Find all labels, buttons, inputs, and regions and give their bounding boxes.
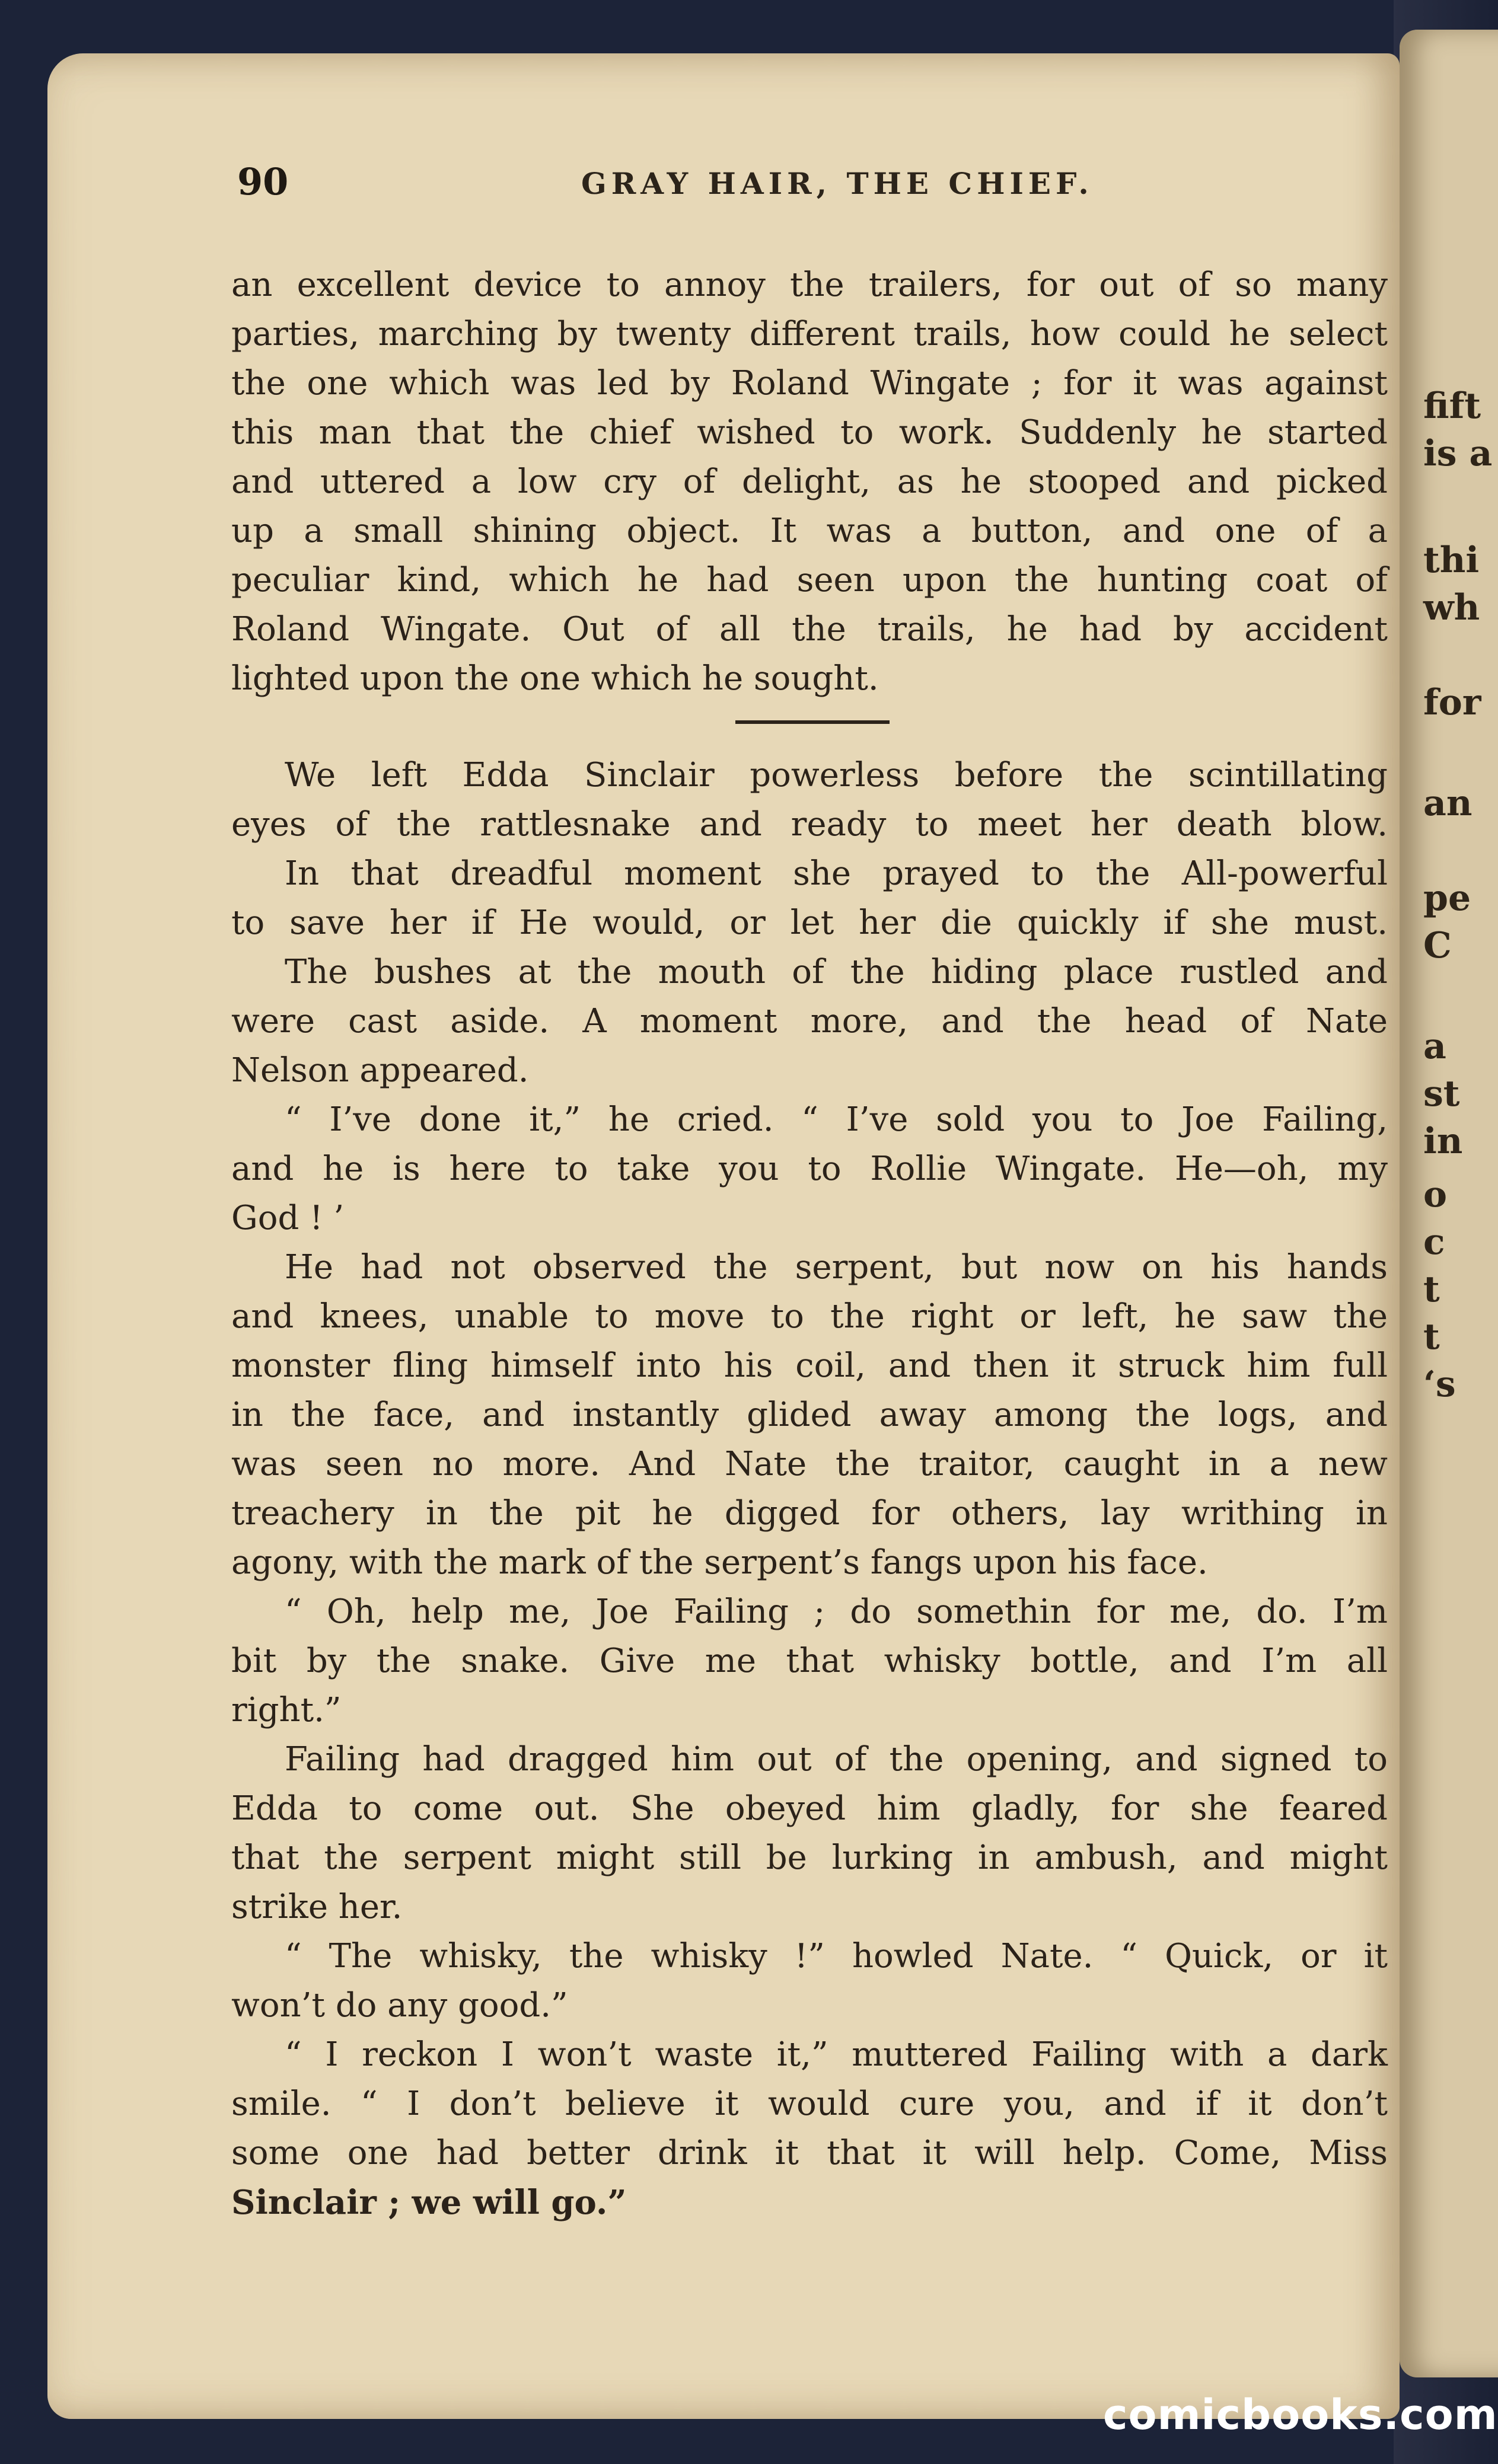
body-line: Roland Wingate. Out of all the trails, he had by accident bbox=[231, 610, 1388, 649]
body-line: Sinclair ; we will go.” bbox=[231, 2183, 627, 2222]
page-number: 90 bbox=[237, 160, 289, 203]
body-line: parties, marching by twenty different trails, how could he select bbox=[231, 315, 1388, 353]
adjacent-page-edge bbox=[1400, 30, 1498, 2377]
body-line: lighted upon the one which he sought. bbox=[231, 659, 879, 698]
body-line: eyes of the rattlesnake and ready to meet her death blow. bbox=[231, 805, 1388, 844]
adjacent-page-fragment: c bbox=[1423, 1221, 1445, 1263]
adjacent-page-fragment: st bbox=[1423, 1073, 1460, 1115]
adjacent-page-fragment: in bbox=[1423, 1121, 1463, 1162]
body-line: an excellent device to annoy the trailers, for out of so many bbox=[231, 266, 1388, 304]
body-line: was seen no more. And Nate the traitor, caught in a new bbox=[231, 1445, 1388, 1483]
body-line: this man that the chief wished to work. Suddenly he started bbox=[231, 413, 1388, 452]
section-divider bbox=[735, 720, 890, 724]
body-line: and knees, unable to move to the right or left, he saw the bbox=[231, 1297, 1388, 1336]
body-line: right.” bbox=[231, 1691, 342, 1729]
adjacent-page-fragment: wh bbox=[1423, 587, 1480, 628]
body-line: Nelson appeared. bbox=[231, 1051, 529, 1090]
adjacent-page-fragment: is a bbox=[1423, 433, 1493, 474]
adjacent-page-fragment: a bbox=[1423, 1026, 1446, 1067]
body-line: up a small shining object. It was a button, and one of a bbox=[231, 512, 1388, 550]
body-line: agony, with the mark of the serpent’s fangs upon his face. bbox=[231, 1543, 1208, 1582]
body-line: smile. “ I don’t believe it would cure you, and if it don’t bbox=[231, 2085, 1388, 2123]
body-line: were cast aside. A moment more, and the head of Nate bbox=[231, 1002, 1388, 1041]
body-line: Edda to come out. She obeyed him gladly, for she feared bbox=[231, 1789, 1388, 1828]
adjacent-page-fragment: pe bbox=[1423, 877, 1471, 919]
body-line: that the serpent might still be lurking in ambush, and might bbox=[231, 1839, 1388, 1877]
body-line: He had not observed the serpent, but now on his hands bbox=[285, 1248, 1388, 1287]
running-head: GRAY HAIR, THE CHIEF. bbox=[581, 166, 1094, 201]
body-line: in the face, and instantly glided away among the logs, and bbox=[231, 1396, 1388, 1434]
body-line: The bushes at the mouth of the hiding place rustled and bbox=[285, 953, 1388, 991]
adjacent-page-fragment: an bbox=[1423, 783, 1472, 824]
body-line: God ! ’ bbox=[231, 1199, 345, 1237]
body-line: won’t do any good.” bbox=[231, 1986, 568, 2025]
body-line: “ I reckon I won’t waste it,” muttered Failing with a dark bbox=[285, 2035, 1388, 2074]
body-line: and he is here to take you to Rollie Wingate. He—oh, my bbox=[231, 1150, 1388, 1188]
body-line: “ Oh, help me, Joe Failing ; do somethin for me, do. I’m bbox=[285, 1592, 1388, 1631]
body-line: We left Edda Sinclair powerless before the scintillating bbox=[285, 756, 1388, 794]
body-line: the one which was led by Roland Wingate ; for it was against bbox=[231, 364, 1388, 403]
body-line: In that dreadful moment she prayed to the All-powerful bbox=[285, 854, 1388, 893]
watermark: comicbooks.com bbox=[1103, 2390, 1498, 2439]
body-line: treachery in the pit he digged for others, lay writhing in bbox=[231, 1494, 1388, 1533]
adjacent-page-fragment: for bbox=[1423, 682, 1481, 723]
body-line: to save her if He would, or let her die quickly if she must. bbox=[231, 904, 1388, 942]
adjacent-page-fragment: t bbox=[1423, 1269, 1440, 1310]
body-line: some one had better drink it that it will help. Come, Miss bbox=[231, 2134, 1388, 2172]
body-line: monster fling himself into his coil, and then it struck him full bbox=[231, 1346, 1388, 1385]
adjacent-page-fragment: C bbox=[1423, 925, 1452, 966]
body-line: strike her. bbox=[231, 1888, 403, 1926]
adjacent-page-fragment: fift bbox=[1423, 385, 1481, 427]
body-line: “ The whisky, the whisky !” howled Nate. “ Quick, or it bbox=[285, 1937, 1388, 1975]
adjacent-page-fragment: t bbox=[1423, 1316, 1440, 1358]
adjacent-page-fragment: thi bbox=[1423, 540, 1480, 581]
body-line: and uttered a low cry of delight, as he stooped and picked bbox=[231, 462, 1388, 501]
body-line: bit by the snake. Give me that whisky bottle, and I’m all bbox=[231, 1642, 1388, 1680]
body-line: “ I’ve done it,” he cried. “ I’ve sold you to Joe Failing, bbox=[285, 1100, 1388, 1139]
body-line: Failing had dragged him out of the opening, and signed to bbox=[285, 1740, 1388, 1779]
adjacent-page-fragment: ‘s bbox=[1423, 1364, 1456, 1405]
adjacent-page-fragment: o bbox=[1423, 1174, 1448, 1215]
body-line: peculiar kind, which he had seen upon the hunting coat of bbox=[231, 561, 1388, 599]
